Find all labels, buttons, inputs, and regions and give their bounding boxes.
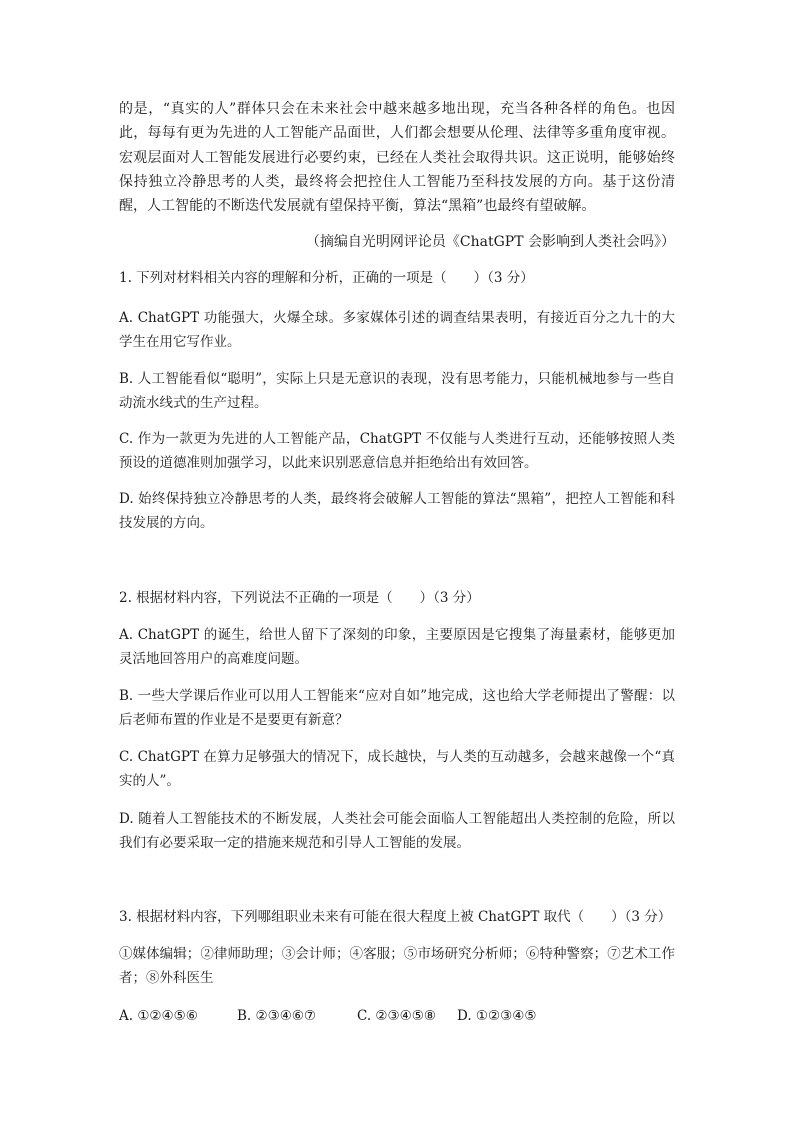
question-3-occupation-list: ①媒体编辑；②律师助理；③会计师；④客服；⑤市场研究分析师；⑥特种警察；⑦艺术工作者；⑧外科医生 — [119, 946, 675, 986]
question-3-choices — [119, 1004, 536, 1028]
question-1-stem: 1. 下列对材料相关内容的理解和分析，正确的一项是（ ）（3 分） — [119, 270, 534, 286]
question-1-option-a: A. ChatGPT 功能强大，火爆全球。多家媒体引述的调查结果表明，有接近百分之九十的大学生在用它写作业。 — [119, 310, 675, 350]
question-2-option-a: A. ChatGPT 的诞生，给世人留下了深刻的印象，主要原因是它搜集了海量素材，能够更加灵活地回答用户的高难度问题。 — [119, 627, 675, 667]
passage-source: （摘编自光明网评论员《ChatGPT 会影响到人类社会吗》） — [305, 234, 675, 250]
question-2-option-c: C. ChatGPT 在算力足够强大的情况下，成长越快，与人类的互动越多，会越来越像一个“真实的人”。 — [119, 749, 675, 789]
question-3-stem: 3. 根据材料内容，下列哪组职业未来有可能在很大程度上被 ChatGPT 取代（ ）（3 分） — [119, 909, 672, 925]
question-2-stem: 2. 根据材料内容，下列说法不正确的一项是（ ）（3 分） — [119, 590, 480, 606]
question-2-option-d: D. 随着人工智能技术的不断发展，人类社会可能会面临人工智能超出人类控制的危险，所以我们有必要采取一定的措施来规范和引导人工智能的发展。 — [119, 811, 675, 851]
question-3-choice-b: B. ②③④⑥⑦ — [237, 1008, 317, 1024]
question-3-choice-a: A. ①②④⑤⑥ — [119, 1008, 198, 1024]
question-1-option-b: B. 人工智能看似“聪明”，实际上只是无意识的表现，没有思考能力，只能机械地参与一些自动流水线式的生产过程。 — [119, 371, 675, 411]
question-3-choice-d: D. ①②③④⑤ — [457, 1008, 537, 1024]
question-2-option-b: B. 一些大学课后作业可以用人工智能来“应对自如”地完成，这也给大学老师提出了警醒：以后老师布置的作业是不是要更有新意？ — [119, 688, 675, 728]
question-3-choice-c: C. ②③④⑤⑧ — [357, 1008, 436, 1024]
question-1-option-d: D. 始终保持独立冷静思考的人类，最终将会破解人工智能的算法“黑箱”，把控人工智能和科技发展的方向。 — [119, 491, 675, 531]
passage-paragraph: 的是，“真实的人”群体只会在未来社会中越来越多地出现，充当各种各样的角色。也因此，每每有更为先进的人工智能产品面世，人们都会想要从伦理、法律等多重角度审视。宏观层面对人工智能发展进行必要约束，已经在人类社会取得共识。这正说明，能够始终保持独立冷静思考的人类，最终将会把控住人工智能乃至科技发展的方向。基于这份清醒，人工智能的不断迭代发展就有望保持平衡，算法“黑箱”也最终有望破解。 — [119, 101, 675, 215]
question-1-option-c: C. 作为一款更为先进的人工智能产品，ChatGPT 不仅能与人类进行互动，还能够按照人类预设的道德准则加强学习，以此来识别恶意信息并拒绝给出有效回答。 — [119, 431, 675, 471]
